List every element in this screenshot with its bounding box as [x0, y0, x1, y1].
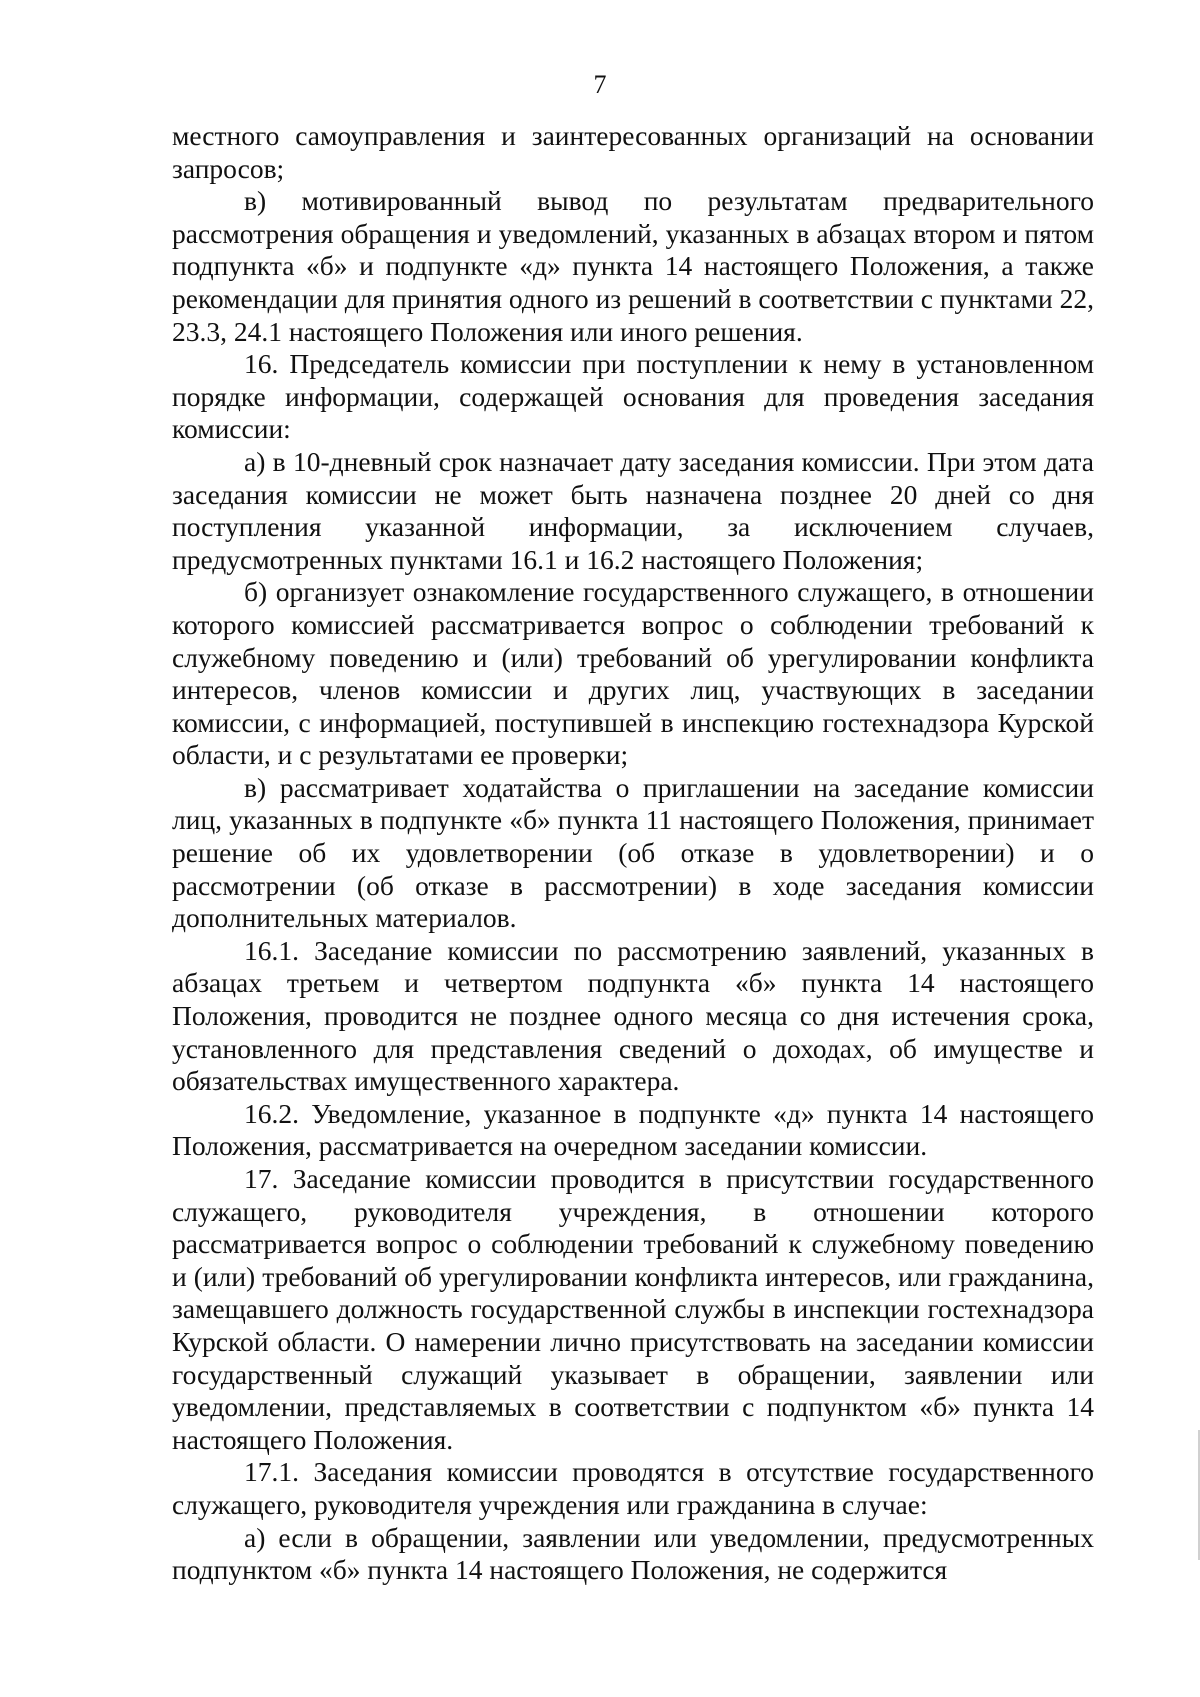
paragraph-11: а) если в обращении, заявлении или уведомлении, предусмотренных подпунктом «б» пункта 14 настоящего Положения, не содержится [172, 1521, 1094, 1586]
paragraph-3: 16. Председатель комиссии при поступлении к нему в установленном порядке информации, содержащей основания для проведения заседания комиссии: [172, 348, 1094, 445]
paragraph-4: а) в 10-дневный срок назначает дату заседания комиссии. При этом дата заседания комиссии не может быть назначена позднее 20 дней со дня поступления указанной информации, за исключением случаев, предусмотренных пунктами 16.1 и 16.2 настоящего Положения; [172, 445, 1094, 575]
paragraph-5: б) организует ознакомление государственного служащего, в отношении которого комиссией рассматривается вопрос о соблюдении требований к служебному поведению и (или) требований об урегулировании конфликта интересов, членов комиссии и других лиц, участвующих в заседании комиссии, с информацией, поступившей в инспекцию гостехнадзора Курской области, и с результатами ее проверки; [172, 576, 1094, 771]
paragraph-9: 17. Заседание комиссии проводится в присутствии государственного служащего, руководителя учреждения, в отношении которого рассматривается вопрос о соблюдении требований к служебному поведению и (или) требований об урегулировании конфликта интересов, или гражданина, замещавшего должность государственной службы в инспекции гостехнадзора Курской области. О намерении лично присутствовать на заседании комиссии государственный служащий указывает в обращении, заявлении или уведомлении, представляемых в соответствии с подпунктом «б» пункта 14 настоящего Положения. [172, 1163, 1094, 1455]
paragraph-2: в) мотивированный вывод по результатам предварительного рассмотрения обращения и уведомлений, указанных в абзацах втором и пятом подпункта «б» и подпункте «д» пункта 14 настоящего Положения, а также рекомендации для принятия одного из решений в соответствии с пунктами 22, 23.3, 24.1 настоящего Положения или иного решения. [172, 185, 1094, 347]
paragraph-6: в) рассматривает ходатайства о приглашении на заседание комиссии лиц, указанных в подпункте «б» пункта 11 настоящего Положения, принимает решение об их удовлетворении (об отказе в удовлетворении) и о рассмотрении (об отказе в рассмотрении) в ходе заседания комиссии дополнительных материалов. [172, 771, 1094, 934]
document-body [172, 120, 1094, 1587]
paragraph-8: 16.2. Уведомление, указанное в подпункте «д» пункта 14 настоящего Положения, рассматривается на очередном заседании комиссии. [172, 1097, 1094, 1162]
paragraph-1: местного самоуправления и заинтересованных организаций на основании запросов; [172, 120, 1094, 184]
page-number: 7 [593, 70, 607, 99]
paragraph-10: 17.1. Заседания комиссии проводятся в отсутствие государственного служащего, руководителя учреждения или гражданина в случае: [172, 1456, 1094, 1520]
paragraph-7: 16.1. Заседание комиссии по рассмотрению заявлений, указанных в абзацах третьем и четвертом подпункта «б» пункта 14 настоящего Положения, проводится не позднее одного месяца со дня истечения срока, установленного для представления сведений о доходах, об имуществе и обязательствах имущественного характера. [172, 934, 1094, 1097]
